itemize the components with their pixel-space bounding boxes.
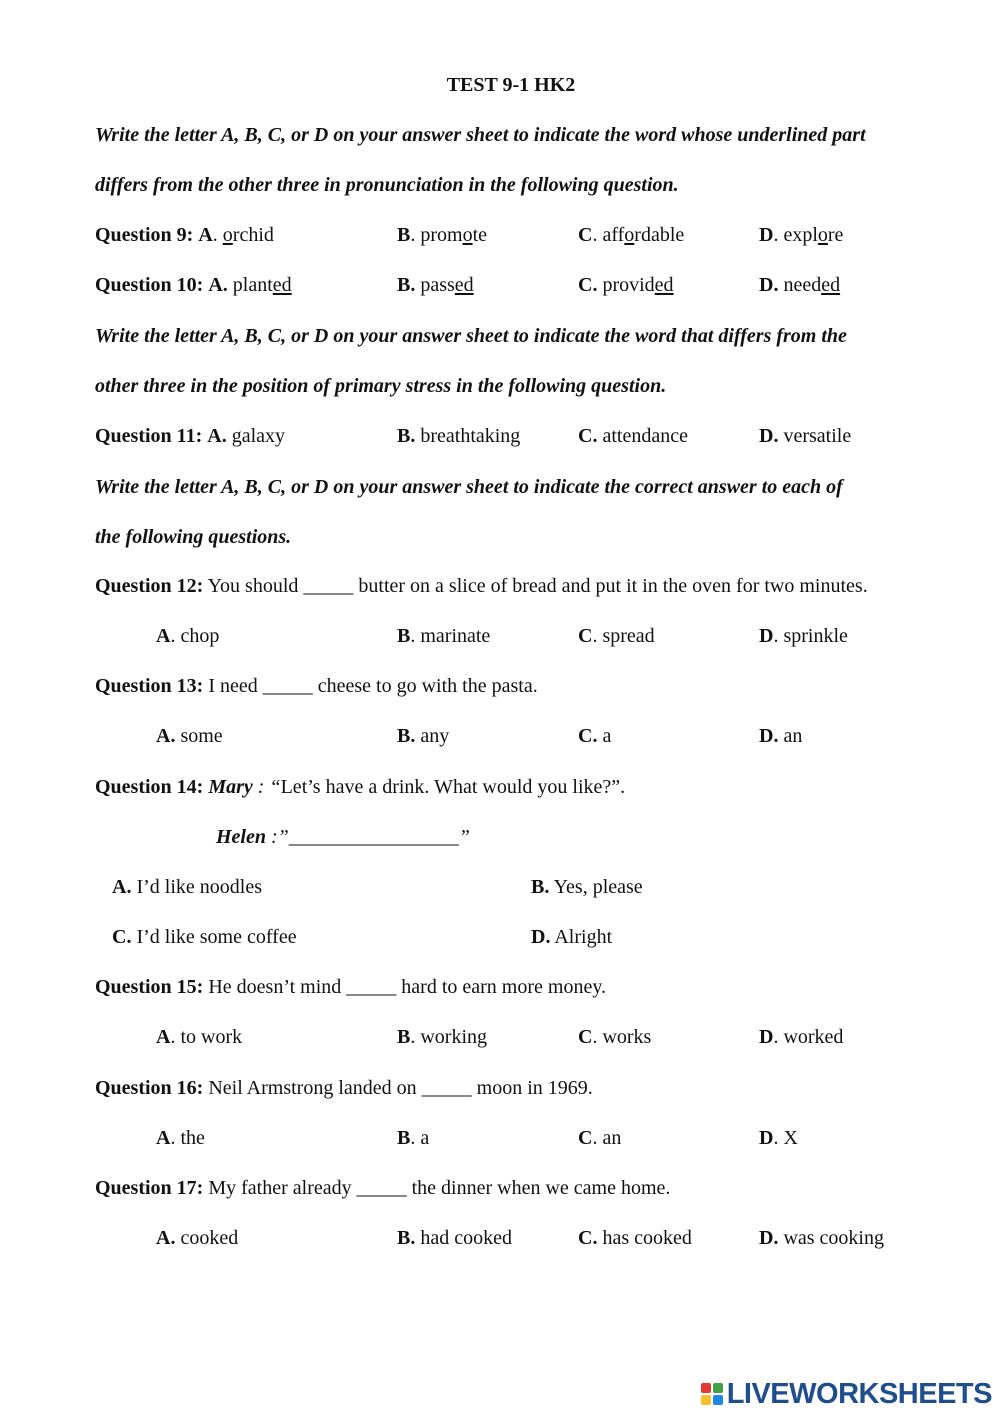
option-letter: D — [759, 1127, 774, 1149]
option-text: the — [180, 1127, 205, 1149]
option-letter: C. — [578, 274, 598, 296]
question-text: the dinner when we came home. — [411, 1177, 671, 1199]
question-13 — [95, 674, 538, 698]
page-title: TEST 9-1 HK2 — [446, 74, 576, 96]
option-letter: C — [578, 1127, 593, 1149]
question-15-option-a[interactable]: A. to work — [156, 1026, 243, 1048]
question-11-option-b[interactable] — [397, 424, 520, 448]
option-text: spread — [602, 625, 655, 647]
option-text: prom — [420, 224, 463, 246]
question-15-option-d[interactable]: D. worked — [759, 1026, 844, 1048]
option-text: had cooked — [420, 1227, 512, 1249]
question-text: cheese to go with the pasta. — [317, 675, 538, 697]
option-text: was cooking — [783, 1227, 884, 1249]
punctuation: :” — [266, 826, 289, 848]
option-text: worked — [783, 1026, 844, 1048]
question-9-option-d[interactable]: D. explore — [759, 224, 844, 246]
question-text: He doesn’t mind — [208, 976, 342, 998]
question-text: You should — [207, 575, 299, 597]
underlined-part: ed — [272, 274, 292, 296]
question-12-option-d[interactable]: D. sprinkle — [759, 625, 848, 647]
question-17-option-b[interactable] — [397, 1226, 512, 1250]
question-12-option-a[interactable]: A. chop — [156, 625, 220, 647]
option-letter: B. — [397, 274, 416, 296]
question-16-option-d[interactable]: D. X — [759, 1127, 798, 1149]
option-text: X — [783, 1127, 798, 1149]
question-14-option-a[interactable] — [112, 875, 262, 899]
question-17-option-a[interactable] — [156, 1226, 238, 1250]
option-letter: B. — [397, 1227, 416, 1249]
logo-square-icon — [701, 1383, 711, 1393]
logo-text: LIVEWORKSHEETS — [726, 1377, 992, 1410]
question-17-option-d[interactable] — [759, 1226, 884, 1250]
question-12 — [95, 574, 868, 598]
option-text: cooked — [180, 1227, 239, 1249]
option-text: a — [602, 725, 612, 747]
option-text: I’d like some coffee — [136, 926, 297, 948]
question-14-option-d[interactable] — [531, 925, 612, 949]
option-text: chop — [180, 625, 220, 647]
answer-blank: _____ — [262, 675, 313, 697]
option-letter: A — [156, 1127, 171, 1149]
option-letter: C — [578, 625, 593, 647]
question-16 — [95, 1076, 593, 1100]
option-letter: C. — [578, 1227, 598, 1249]
question-text: butter on a slice of bread and put it in the oven for two minutes. — [358, 575, 868, 597]
option-letter: A — [198, 224, 213, 246]
speaker-name: Mary — [208, 776, 253, 798]
option-letter: B — [397, 625, 411, 647]
option-letter: B. — [531, 876, 550, 898]
question-text: My father already — [208, 1177, 352, 1199]
underlined-part: ed — [821, 274, 841, 296]
option-text: need — [783, 274, 822, 296]
question-label: Question 15: — [95, 976, 204, 998]
logo-square-icon — [713, 1383, 723, 1393]
option-text: attendance — [602, 425, 688, 447]
option-letter: C — [578, 1026, 593, 1048]
question-16-option-b[interactable]: B. a — [397, 1127, 430, 1149]
question-9: Question 9: A. orchid — [95, 224, 274, 246]
question-17 — [95, 1176, 670, 1200]
option-text: any — [420, 725, 450, 747]
question-14-response — [216, 825, 470, 849]
underlined-part: o — [817, 224, 828, 246]
option-letter: D. — [759, 425, 779, 447]
option-letter: A. — [112, 876, 132, 898]
question-9-option-b[interactable]: B. promote — [397, 224, 487, 246]
option-text: to work — [180, 1026, 243, 1048]
logo-mark-icon — [701, 1383, 723, 1405]
liveworksheets-logo — [701, 1378, 992, 1410]
question-10-option-c[interactable] — [578, 273, 674, 297]
question-10 — [95, 273, 292, 297]
instruction-pronunciation-line2: differs from the other three in pronunciation in the following question. — [95, 174, 679, 196]
option-letter: A. — [208, 274, 228, 296]
question-14 — [95, 775, 625, 799]
question-12-option-c[interactable]: C. spread — [578, 625, 655, 647]
logo-square-icon — [701, 1395, 711, 1405]
question-label: Question 14: — [95, 776, 204, 798]
question-11-option-d[interactable] — [759, 424, 851, 448]
option-letter: B — [397, 1127, 411, 1149]
instruction-correct-line2: the following questions. — [95, 526, 292, 548]
question-label: Question 13: — [95, 675, 204, 697]
option-text: aff — [602, 224, 625, 246]
question-label: Question 11: — [95, 425, 203, 447]
question-label: Question 9: — [95, 224, 194, 246]
question-15-option-c[interactable]: C. works — [578, 1026, 652, 1048]
question-10-option-d[interactable] — [759, 273, 840, 297]
option-letter: A. — [156, 1227, 176, 1249]
question-text: I need — [208, 675, 258, 697]
question-10-option-b[interactable] — [397, 273, 474, 297]
option-text: versatile — [783, 425, 852, 447]
option-letter: A. — [156, 725, 176, 747]
question-16-option-c[interactable]: C. an — [578, 1127, 622, 1149]
underlined-part: o — [624, 224, 635, 246]
question-13-option-d[interactable] — [759, 724, 802, 748]
option-letter: C. — [112, 926, 132, 948]
question-15-option-b[interactable]: B. working — [397, 1026, 488, 1048]
answer-blank: _____ — [356, 1177, 407, 1199]
option-letter: D — [759, 224, 774, 246]
option-text: an — [783, 725, 803, 747]
option-letter: D — [759, 1026, 774, 1048]
speaker-name: Helen — [216, 826, 266, 848]
option-text: re — [827, 224, 844, 246]
question-13-option-c[interactable] — [578, 724, 611, 748]
option-letter: B — [397, 224, 411, 246]
question-11-option-c[interactable] — [578, 424, 688, 448]
question-16-option-a[interactable]: A. the — [156, 1127, 205, 1149]
option-text: Alright — [554, 926, 613, 948]
option-letter: D. — [759, 1227, 779, 1249]
underlined-part: ed — [654, 274, 674, 296]
option-text: works — [602, 1026, 652, 1048]
question-17-option-c[interactable] — [578, 1226, 692, 1250]
option-letter: B — [397, 1026, 411, 1048]
option-text: Yes, please — [553, 876, 643, 898]
option-text: a — [420, 1127, 430, 1149]
option-text: pass — [420, 274, 455, 296]
dialogue-line: Let’s have a drink. What would you like?”. — [280, 776, 626, 798]
option-letter: D — [759, 625, 774, 647]
option-text: provid — [602, 274, 655, 296]
answer-blank: _________________ — [288, 826, 459, 848]
question-14-option-c[interactable] — [112, 925, 297, 949]
option-text: marinate — [420, 625, 491, 647]
question-text: hard to earn more money. — [401, 976, 607, 998]
option-text: plant — [232, 274, 273, 296]
punctuation: : “ — [252, 776, 281, 798]
answer-blank: _____ — [303, 575, 354, 597]
question-text: moon in 1969. — [476, 1077, 593, 1099]
option-letter: B. — [397, 725, 416, 747]
option-letter: A — [156, 1026, 171, 1048]
question-label: Question 17: — [95, 1177, 204, 1199]
question-15 — [95, 975, 606, 999]
question-label: Question 10: — [95, 274, 204, 296]
option-letter: A — [156, 625, 171, 647]
option-text: galaxy — [231, 425, 286, 447]
option-text: has cooked — [602, 1227, 692, 1249]
question-13-option-b[interactable] — [397, 724, 449, 748]
option-text: working — [420, 1026, 488, 1048]
question-9-option-c[interactable]: C. affordable — [578, 224, 685, 246]
option-text: sprinkle — [783, 625, 848, 647]
underlined-part: ed — [454, 274, 474, 296]
option-text: I’d like noodles — [136, 876, 262, 898]
answer-blank: _____ — [421, 1077, 472, 1099]
instruction-pronunciation-line1: Write the letter A, B, C, or D on your answer sheet to indicate the word whose underlined part — [95, 124, 866, 146]
option-text: an — [602, 1127, 622, 1149]
option-letter: D. — [531, 926, 551, 948]
option-text: rchid — [232, 224, 274, 246]
option-letter: B. — [397, 425, 416, 447]
punctuation: ” — [458, 826, 470, 848]
question-11 — [95, 424, 285, 448]
question-14-option-b[interactable] — [531, 875, 643, 899]
instruction-stress-line1: Write the letter A, B, C, or D on your answer sheet to indicate the word that differs from the — [95, 325, 847, 347]
underlined-part: o — [222, 224, 233, 246]
question-label: Question 12: — [95, 575, 204, 597]
option-text: expl — [783, 224, 818, 246]
instruction-correct-line1: Write the letter A, B, C, or D on your answer sheet to indicate the correct answer to each of — [95, 476, 843, 498]
question-12-option-b[interactable]: B. marinate — [397, 625, 491, 647]
option-text: rdable — [634, 224, 685, 246]
option-text: some — [180, 725, 223, 747]
question-label: Question 16: — [95, 1077, 204, 1099]
option-letter: D. — [759, 274, 779, 296]
answer-blank: _____ — [346, 976, 397, 998]
option-letter: C. — [578, 425, 598, 447]
instruction-stress-line2: other three in the position of primary stress in the following question. — [95, 375, 667, 397]
option-letter: D. — [759, 725, 779, 747]
underlined-part: o — [462, 224, 473, 246]
question-text: Neil Armstrong landed on — [208, 1077, 417, 1099]
option-text: breathtaking — [420, 425, 521, 447]
option-letter: C — [578, 224, 593, 246]
option-letter: C. — [578, 725, 598, 747]
option-letter: A. — [207, 425, 227, 447]
logo-square-icon — [713, 1395, 723, 1405]
option-text: te — [472, 224, 487, 246]
question-13-option-a[interactable] — [156, 724, 223, 748]
